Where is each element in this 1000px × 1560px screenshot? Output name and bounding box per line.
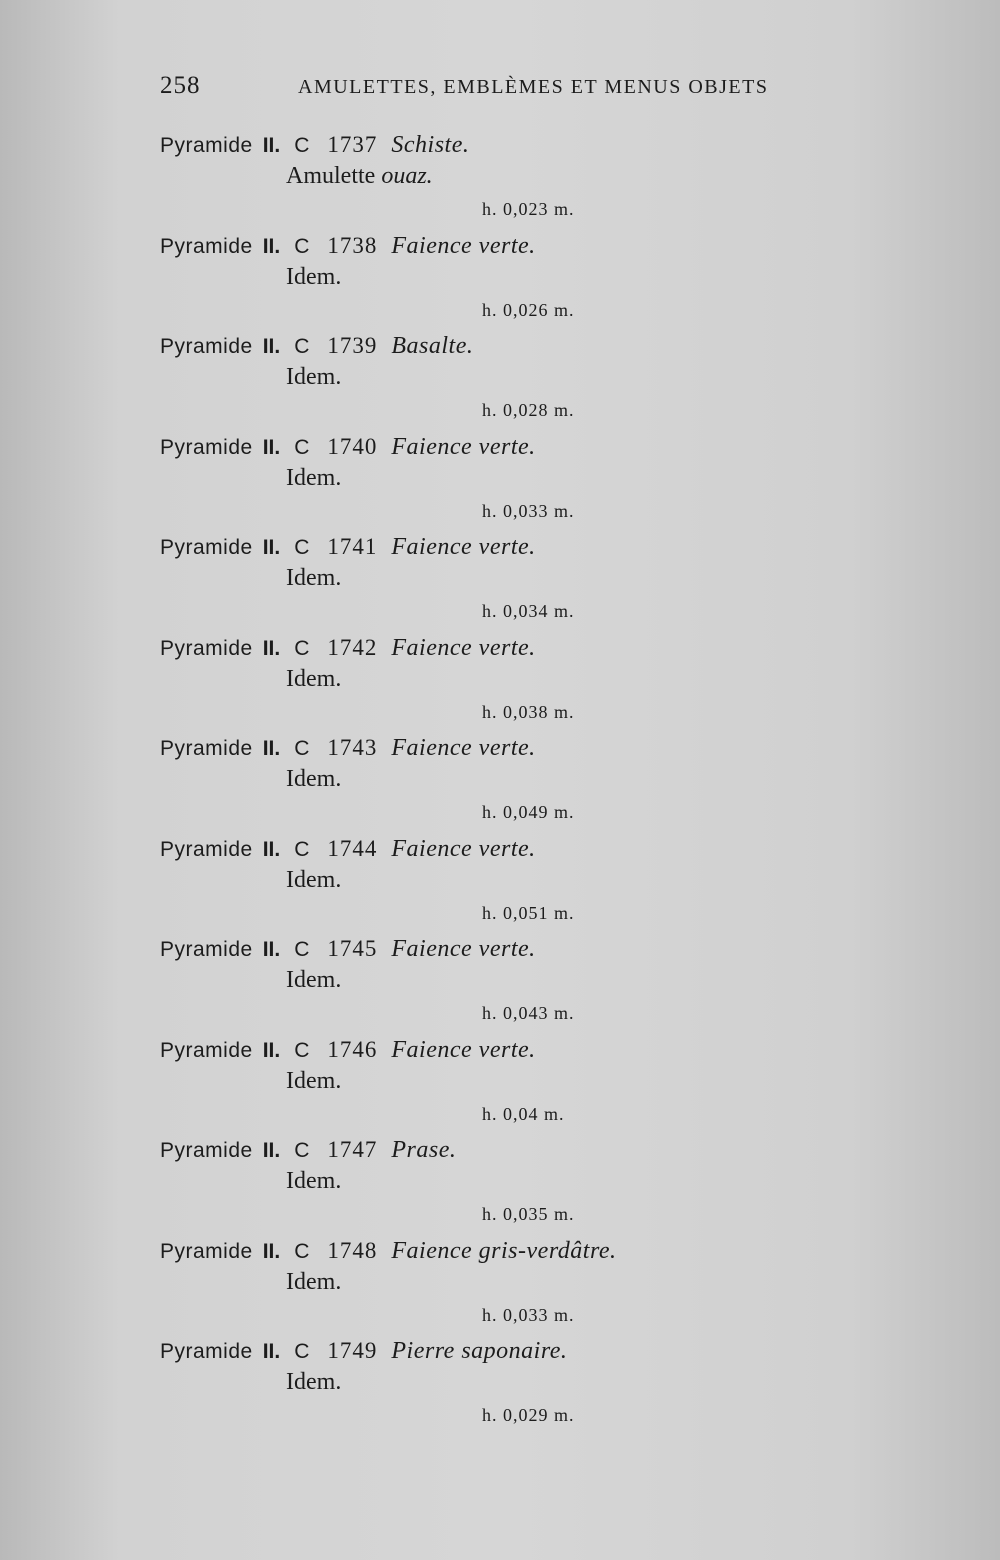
- entry-section: II.: [262, 938, 281, 961]
- entry-height: h. 0,04 m.: [482, 1103, 565, 1124]
- entry-location: Pyramide: [160, 536, 253, 559]
- entry-section: II.: [262, 335, 281, 358]
- catalogue-entry: [160, 631, 720, 732]
- entry-material: Faience verte.: [391, 534, 536, 560]
- entry-description-text: Idem.: [286, 665, 342, 692]
- catalogue-entry: [160, 1133, 720, 1234]
- entry-description-text: Idem.: [286, 1369, 342, 1395]
- entry-category: C: [294, 938, 310, 961]
- entry-material: Faience verte.: [391, 634, 536, 661]
- entry-description: [286, 964, 341, 996]
- entry-description-text: Idem.: [286, 1168, 342, 1194]
- entry-height: h. 0,026 m.: [482, 299, 575, 320]
- entry-category: C: [294, 636, 310, 660]
- entry-category: C: [294, 234, 310, 258]
- entry-description-text: Idem.: [286, 967, 342, 993]
- entry-material: Faience verte.: [391, 1036, 536, 1063]
- entry-number: 1744: [327, 835, 378, 861]
- entry-height: h. 0,034 m.: [482, 601, 575, 621]
- entry-height: h. 0,029 m.: [482, 1405, 575, 1425]
- catalogue-entry: [160, 128, 720, 229]
- entry-location: Pyramide: [160, 134, 253, 157]
- entry-number: 1740: [327, 433, 378, 459]
- entry-section: II.: [262, 837, 281, 861]
- entry-section: II.: [262, 435, 281, 459]
- entry-number: 1738: [327, 232, 378, 258]
- entry-location: Pyramide: [160, 938, 253, 961]
- entry-description: [286, 261, 341, 293]
- catalogue-entry: [160, 1334, 720, 1435]
- entry-height: h. 0,038 m.: [482, 701, 575, 722]
- entry-height: h. 0,033 m.: [482, 500, 575, 521]
- entry-section: II.: [262, 234, 281, 258]
- catalogue-entry: [160, 832, 720, 933]
- catalogue-entries: [160, 128, 720, 1435]
- catalogue-entry: [160, 1234, 720, 1335]
- catalogue-entry: [160, 229, 720, 330]
- entry-number: 1746: [327, 1036, 378, 1062]
- entry-category: C: [294, 1340, 310, 1363]
- entry-description: [286, 462, 341, 494]
- entry-description-text: Amulette: [286, 163, 382, 189]
- entry-number: 1747: [327, 1137, 378, 1162]
- entry-heading: [160, 329, 473, 364]
- entry-description: [286, 160, 433, 192]
- entry-heading: [160, 1033, 536, 1068]
- entry-location: Pyramide: [160, 1038, 253, 1062]
- entry-material: Faience verte.: [391, 835, 536, 862]
- entry-category: C: [294, 134, 310, 157]
- entry-number: 1737: [327, 132, 378, 157]
- entry-description-text: Idem.: [286, 866, 342, 893]
- entry-description: [286, 361, 341, 393]
- entry-description-text: Idem.: [286, 1067, 342, 1094]
- entry-material: Schiste.: [391, 132, 470, 158]
- entry-heading: [160, 731, 536, 766]
- entry-height: h. 0,051 m.: [482, 902, 575, 923]
- entry-category: C: [294, 435, 310, 459]
- entry-location: Pyramide: [160, 335, 253, 358]
- entry-category: C: [294, 1038, 310, 1062]
- entry-height: h. 0,043 m.: [482, 1003, 575, 1023]
- entry-height: h. 0,035 m.: [482, 1204, 575, 1224]
- entry-category: C: [294, 1239, 310, 1263]
- running-head: [160, 72, 800, 108]
- entry-category: C: [294, 1139, 310, 1162]
- entry-description-text: Idem.: [286, 263, 342, 290]
- catalogue-entry: [160, 430, 720, 531]
- entry-location: Pyramide: [160, 1139, 253, 1162]
- entry-material: Faience verte.: [391, 433, 536, 460]
- entry-heading: [160, 932, 536, 967]
- entry-section: II.: [262, 134, 281, 157]
- entry-number: 1741: [327, 534, 378, 559]
- entry-number: 1743: [327, 735, 378, 760]
- entry-description: [286, 1065, 341, 1097]
- entry-description: [286, 763, 341, 795]
- entry-heading: [160, 229, 536, 264]
- entry-description-text: Idem.: [286, 464, 342, 491]
- entry-heading: [160, 1334, 567, 1369]
- entry-height: h. 0,049 m.: [482, 802, 575, 822]
- entry-description: [286, 663, 341, 695]
- entry-material: Faience verte.: [391, 735, 536, 761]
- entry-location: Pyramide: [160, 1239, 253, 1263]
- entry-category: C: [294, 335, 310, 358]
- entry-material: Faience gris-verdâtre.: [391, 1237, 617, 1264]
- entry-description-text: Idem.: [286, 565, 342, 591]
- entry-height: h. 0,028 m.: [482, 400, 575, 420]
- entry-description: [286, 864, 341, 896]
- entry-description-text: Idem.: [286, 766, 342, 792]
- entry-heading: [160, 430, 536, 465]
- entry-location: Pyramide: [160, 737, 253, 760]
- entry-description: [286, 1165, 341, 1197]
- entry-section: II.: [262, 536, 281, 559]
- entry-heading: [160, 530, 536, 565]
- entry-height: h. 0,033 m.: [482, 1304, 575, 1325]
- entry-number: 1742: [327, 634, 378, 660]
- entry-number: 1748: [327, 1237, 378, 1263]
- entry-heading: [160, 128, 469, 163]
- entry-number: 1739: [327, 333, 378, 358]
- entry-category: C: [294, 536, 310, 559]
- entry-number: 1749: [327, 1338, 378, 1363]
- catalogue-entry: [160, 932, 720, 1033]
- entry-heading: [160, 832, 536, 867]
- entry-location: Pyramide: [160, 636, 253, 660]
- page-number: 258: [160, 72, 201, 99]
- entry-section: II.: [262, 1340, 281, 1363]
- entry-height: h. 0,023 m.: [482, 199, 575, 219]
- entry-category: C: [294, 737, 310, 760]
- entry-description-italic: ouaz.: [381, 163, 433, 189]
- entry-description-text: Idem.: [286, 1268, 342, 1295]
- entry-material: Faience verte.: [391, 936, 536, 962]
- entry-location: Pyramide: [160, 1340, 253, 1363]
- entry-section: II.: [262, 737, 281, 760]
- entry-material: Faience verte.: [391, 232, 536, 259]
- entry-description: [286, 1266, 341, 1298]
- entry-location: Pyramide: [160, 435, 253, 459]
- entry-material: Pierre saponaire.: [391, 1338, 568, 1364]
- entry-description: [286, 1366, 341, 1398]
- catalogue-entry: [160, 530, 720, 631]
- entry-heading: [160, 1234, 617, 1269]
- catalogue-entry: [160, 731, 720, 832]
- running-title: AMULETTES, EMBLÈMES ET MENUS OBJETS: [298, 76, 769, 98]
- entry-location: Pyramide: [160, 234, 253, 258]
- entry-heading: [160, 1133, 456, 1168]
- entry-section: II.: [262, 636, 281, 660]
- entry-material: Basalte.: [391, 333, 474, 359]
- entry-location: Pyramide: [160, 837, 253, 861]
- entry-description-text: Idem.: [286, 364, 342, 390]
- catalogue-entry: [160, 329, 720, 430]
- entry-category: C: [294, 837, 310, 861]
- entry-section: II.: [262, 1139, 281, 1162]
- entry-material: Prase.: [391, 1137, 457, 1163]
- entry-heading: [160, 631, 536, 666]
- entry-description: [286, 562, 341, 594]
- entry-number: 1745: [327, 936, 378, 961]
- catalogue-entry: [160, 1033, 720, 1134]
- entry-section: II.: [262, 1038, 281, 1062]
- entry-section: II.: [262, 1239, 281, 1263]
